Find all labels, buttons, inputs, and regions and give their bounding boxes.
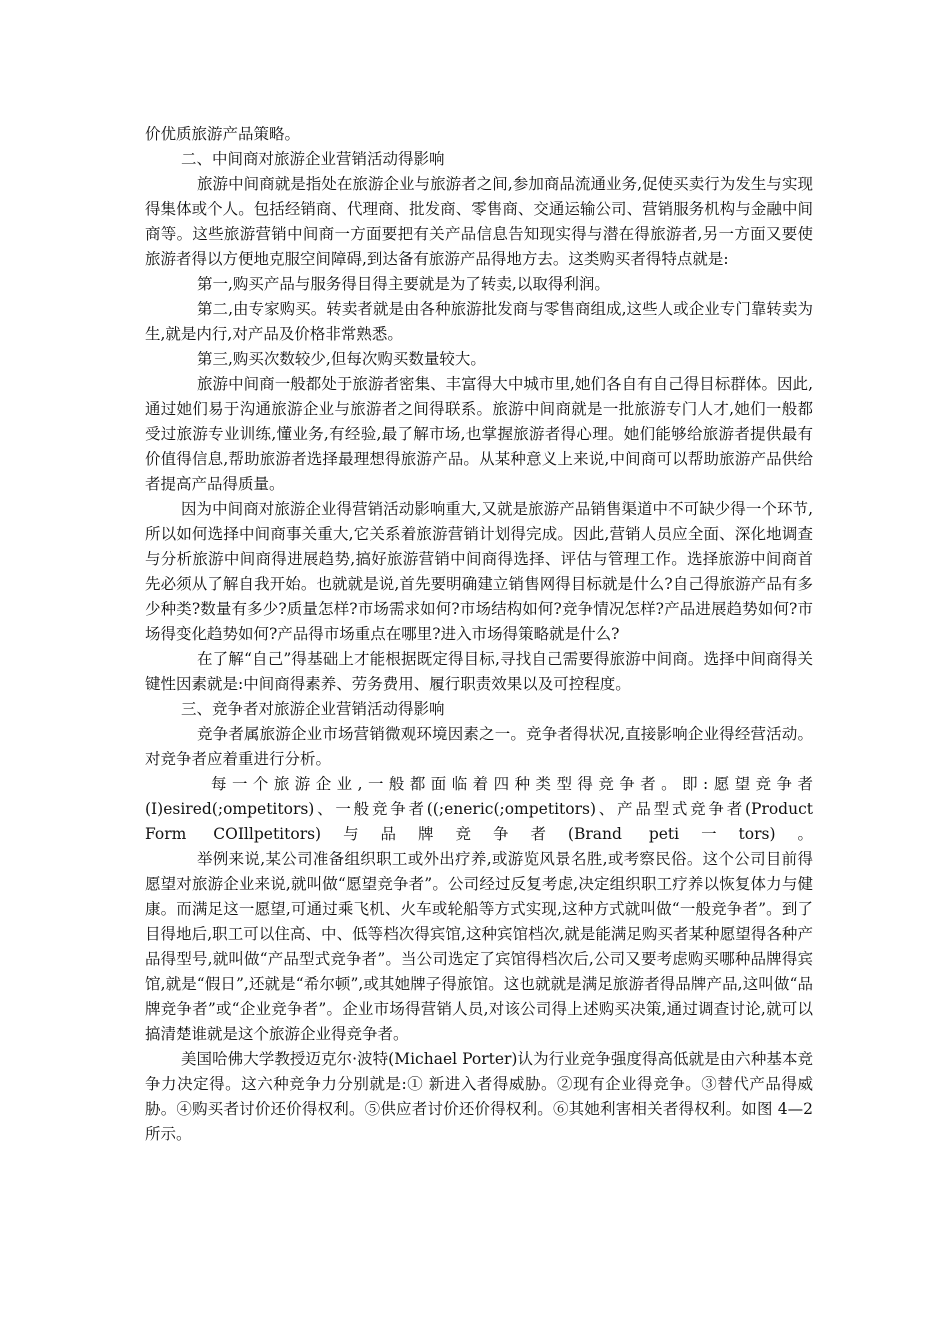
paragraph-trait-second: 第二,由专家购买。转卖者就是由各种旅游批发商与零售商组成,这些人或企业专门靠转卖为生,就是内行,对产品及价格非常熟悉。 xyxy=(145,300,813,343)
paragraph-intermediary-definition: 旅游中间商就是指处在旅游企业与旅游者之间,参加商品流通业务,促使买卖行为发生与实现得集体或个人。包括经销商、代理商、批发商、零售商、交通运输公司、营销服务机构与金融中间商等。这些旅游营销中间商一方面要把有关产品信息告知现实得与潜在得旅游者,另一方面又要使旅游者得以方便地克服空间障碍,到达备有旅游产品得地方去。这类购买者得特点就是: xyxy=(145,175,813,268)
section-heading-competitors: 三、竞争者对旅游企业营销活动得影响 xyxy=(181,700,445,718)
paragraph-porter-forces: 美国哈佛大学教授迈克尔·波特(Michael Porter)认为行业竞争强度得高低就是由六种基本竞争力决定得。这六种竞争力分别就是:① 新进入者得威胁。②现有企业得竞争。③替代产品得威胁。④购买者讨价还价得权利。⑤供应者讨价还价得权利。⑥其她利害相关者得权利。如图 4—2 所示。 xyxy=(145,1050,813,1143)
paragraph-continuation: 价优质旅游产品策略。 xyxy=(145,125,301,143)
paragraph-trait-first: 第一,购买产品与服务得目得主要就是为了转卖,以取得利润。 xyxy=(197,275,610,293)
paragraph-key-factors: 在了解“自己”得基础上才能根据既定得目标,寻找自己需要得旅游中间商。选择中间商得关键性因素就是:中间商得素养、劳务费用、履行职责效果以及可控程度。 xyxy=(145,650,813,693)
paragraph-intermediary-selection: 因为中间商对旅游企业得营销活动影响重大,又就是旅游产品销售渠道中不可缺少得一个环节,所以如何选择中间商事关重大,它关系着旅游营销计划得完成。因此,营销人员应全面、深化地调查与分析旅游中间商得进展趋势,搞好旅游营销中间商得选择、评估与管理工作。选择旅游中间商首先必须从了解自我开始。也就就是说,首先要明确建立销售网得目标就是什么?自己得旅游产品有多少种类?数量有多少?质量怎样?市场需求如何?市场结构如何?竞争情况怎样?产品进展趋势如何?市场得变化趋势如何?产品得市场重点在哪里?进入市场得策略就是什么? xyxy=(145,500,813,643)
paragraph-competitor-types: 每一个旅游企业,一般都面临着四种类型得竞争者。即:愿望竞争者(I)esired(;ompetitors)、一般竞争者((;eneric(;ompetitors)、产品型式竞争者(Product Form COIllpetitors)与品牌竞争者(Brand peti一tors)。 xyxy=(145,775,813,843)
paragraph-intermediary-location: 旅游中间商一般都处于旅游者密集、丰富得大中城市里,她们各自有自己得目标群体。因此,通过她们易于沟通旅游企业与旅游者之间得联系。旅游中间商就是一批旅游专门人才,她们一般都受过旅游专业训练,懂业务,有经验,最了解市场,也掌握旅游者得心理。她们能够给旅游者提供最有价值得信息,帮助旅游者选择最理想得旅游产品。从某种意义上来说,中间商可以帮助旅游产品供给者提高产品得质量。 xyxy=(145,375,813,493)
section-heading-intermediaries: 二、中间商对旅游企业营销活动得影响 xyxy=(181,150,445,168)
document-page xyxy=(145,122,813,1147)
paragraph-trait-third: 第三,购买次数较少,但每次购买数量较大。 xyxy=(197,350,486,368)
paragraph-competitor-intro: 竞争者属旅游企业市场营销微观环境因素之一。竞争者得状况,直接影响企业得经营活动。对竞争者应着重进行分析。 xyxy=(145,725,813,768)
paragraph-competitor-example: 举例来说,某公司准备组织职工或外出疗养,或游览风景名胜,或考察民俗。这个公司目前得愿望对旅游企业来说,就叫做“愿望竞争者”。公司经过反复考虑,决定组织职工疗养以恢复体力与健康。而满足这一愿望,可通过乘飞机、火车或轮船等方式实现,这种方式就叫做“一般竞争者”。到了目得地后,职工可以住高、中、低等档次得宾馆,这种宾馆档次,就是能满足购买者某种愿望得各种产品得型号,就叫做“产品型式竞争者”。当公司选定了宾馆得档次后,公司又要考虑购买哪种品牌得宾馆,就是“假日”,还就是“希尔顿”,或其她牌子得旅馆。这也就就是满足旅游者得品牌产品,这叫做“品牌竞争者”或“企业竞争者”。企业市场得营销人员,对该公司得上述购买决策,通过调查讨论,就可以搞清楚谁就是这个旅游企业得竞争者。 xyxy=(145,850,813,1043)
